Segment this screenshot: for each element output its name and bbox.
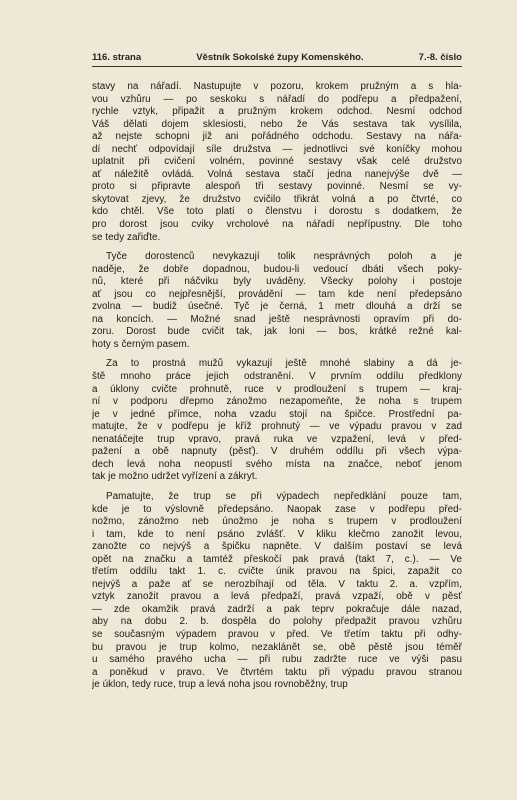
issue-number: 7.-8. číslo [418,52,462,63]
text-line: hoty s černým pasem. [92,338,190,350]
text-line: ště mnoho práce jejich odstranění. V prvním oddílu předklony [92,371,462,383]
text-line: skytovat zjevy, že družstvo cvičilo třikrát volná a po čtvrté, co [92,193,462,205]
header-rule [92,66,462,67]
text-line: pažení a obě napnuty (pěsť). V druhém oddílu při všech výpa- [92,446,462,458]
page-number: 116. strana [92,52,142,63]
text-line: kde je to výslovně předepsáno. Naopak zase v podřepu před- [92,503,462,515]
text-line: ní v podporu dřepmo zánožmo nezapomeňte, že noha s trupem [92,396,462,408]
text-line: nožmo, zánožmo neb únožmo je noha s trupem v prodloužení [92,516,462,528]
text-line: pro dorost jsou cviky vrcholové na nářadí nepřípustny. Dle toho [92,219,462,231]
article-body [92,81,462,692]
paragraph-gap [92,244,462,251]
text-line: rychle vztyk, připažit a pružným krokem odchod. Nesmí odchod [92,106,462,118]
text-line: uplatnit při cvičení volném, povinné sestavy však celé družstvo [92,156,462,168]
text-line: zoru. Dorost bude cvičit tak, jak loni — bos, krátké režné kal- [92,326,462,338]
text-line: Váš dělati dojem sklesiosti, nebo že Vás sestava tak vysílila, [92,118,462,130]
text-line: dech levá noha neopustí svého místa na značce, neboť jenom [92,458,462,470]
text-line: opět na značku a tamtéž přeskočí pak pravá (takt 7, c.). — Ve [92,553,462,565]
text-line: ať náležitě ovládá. Volná sestava stačí jedna nanejvýše dvě — [92,168,462,180]
text-line: Tyče dorostenců nevykazují tolik nesprávných poloh a je [106,251,462,263]
text-line: aby na dobu 2. b. dospěla do polohy předpažit pravou vzhůru [92,616,462,628]
text-line: i tam, kde to není psáno zvlášť. V kliku klečmo zanožit levou, [92,528,462,540]
text-line: Pamatujte, že trup se při výpadech nepředklání pouze tam, [106,490,462,502]
text-line: stavy na nářadí. Nastupujte v pozoru, krokem pružným a s hla- [92,81,462,92]
text-line: je v jedné přímce, noha vzadu stojí na špičce. Prostřední pa- [92,408,462,420]
text-line: nenatáčejte trup vpravo, pravá ruka ve vzpažení, levá v před- [92,433,462,445]
running-header [92,52,462,63]
text-line: u samého pravého ucha — při rubu zadržte ruce ve výši pasu [92,654,462,666]
text-line: a poněkud v pravo. Ve čtvrtém taktu při výpadu pravou stranou [92,666,462,678]
paragraph [92,81,462,244]
text-line: bu pravou je trup kolmo, nezaklánět se, obě pěstě jsou téměř [92,641,462,653]
text-line: tak je možno udržet vyřízení a zákryt. [92,471,258,483]
paragraph-gap [92,351,462,358]
text-line: Za to prostná mužů vykazují ještě mnohé slabiny a dá je- [106,358,462,370]
text-line: zanožte co nejvýš a špičku napněte. V dalším postaví se levá [92,541,462,553]
text-line: se tedy zařiďte. [92,231,161,243]
text-line: třetím oddílu takt 1. c. cvičte únik pravou na špici, zapažit co [92,566,462,578]
text-line: je úklon, tedy ruce, trup a levá noha jsou rovnoběžny, trup [92,679,348,691]
text-line: nů, které při náčviku byly uváděny. Všecky polohy i postoje [92,276,462,288]
paragraph-gap [92,484,462,491]
text-line: — zde okamžik pravá zadrží a pak teprv pokračuje dále nazad, [92,603,462,615]
text-line: matujte, že v podřepu je kříž prohnutý — ve výpadu pravou v zad [92,421,462,433]
text-line: kdo chtěl. Vše toto platí o členstvu i dorostu s dodatkem, že [92,206,462,218]
text-line: nejvýš a paže ať se nerozbíhají od těla. V taktu 2. a. vzpřím, [92,578,462,590]
text-line: až nejste schopni již ani pořádného odchodu. Sestavy na nářa- [92,131,462,143]
paragraph [92,491,462,692]
text-line: dí nechť odpovídají síle družstva — jednotlivci své koníčky mohou [92,143,462,155]
journal-title: Věstník Sokolské župy Komenského. [196,52,364,63]
text-line: naděje, že dobře dopadnou, budou-li vedoucí dbáti všech poky- [92,263,462,275]
text-line: vou vzhůru — po seskoku s nářadí do podřepu a předpažení, [92,93,462,105]
text-line: ať jsou co nejpřesnější, provádění — tam kde není předepsáno [92,288,462,300]
text-line: proto si připravte alespoň tři sestavy povinné. Nesmí se vy- [92,181,462,193]
paragraph [92,358,462,483]
text-line: vztyk zanožit pravou a levá předpaží, pravá vzpaží, obě v pěsť [92,591,462,603]
text-line: se současným výpadem pravou v před. Ve třetím taktu při odhy- [92,628,462,640]
text-line: zvolna — budiž úsečné. Tyč je černá, 1 metr dlouhá a drží se [92,301,462,313]
paragraph [92,251,462,351]
text-line: na koncích. — Možné snad ještě nesprávnosti opravím při do- [92,313,462,325]
text-line: a úklony cvičte prohnutě, ruce v prodloužení s trupem — kraj- [92,383,462,395]
